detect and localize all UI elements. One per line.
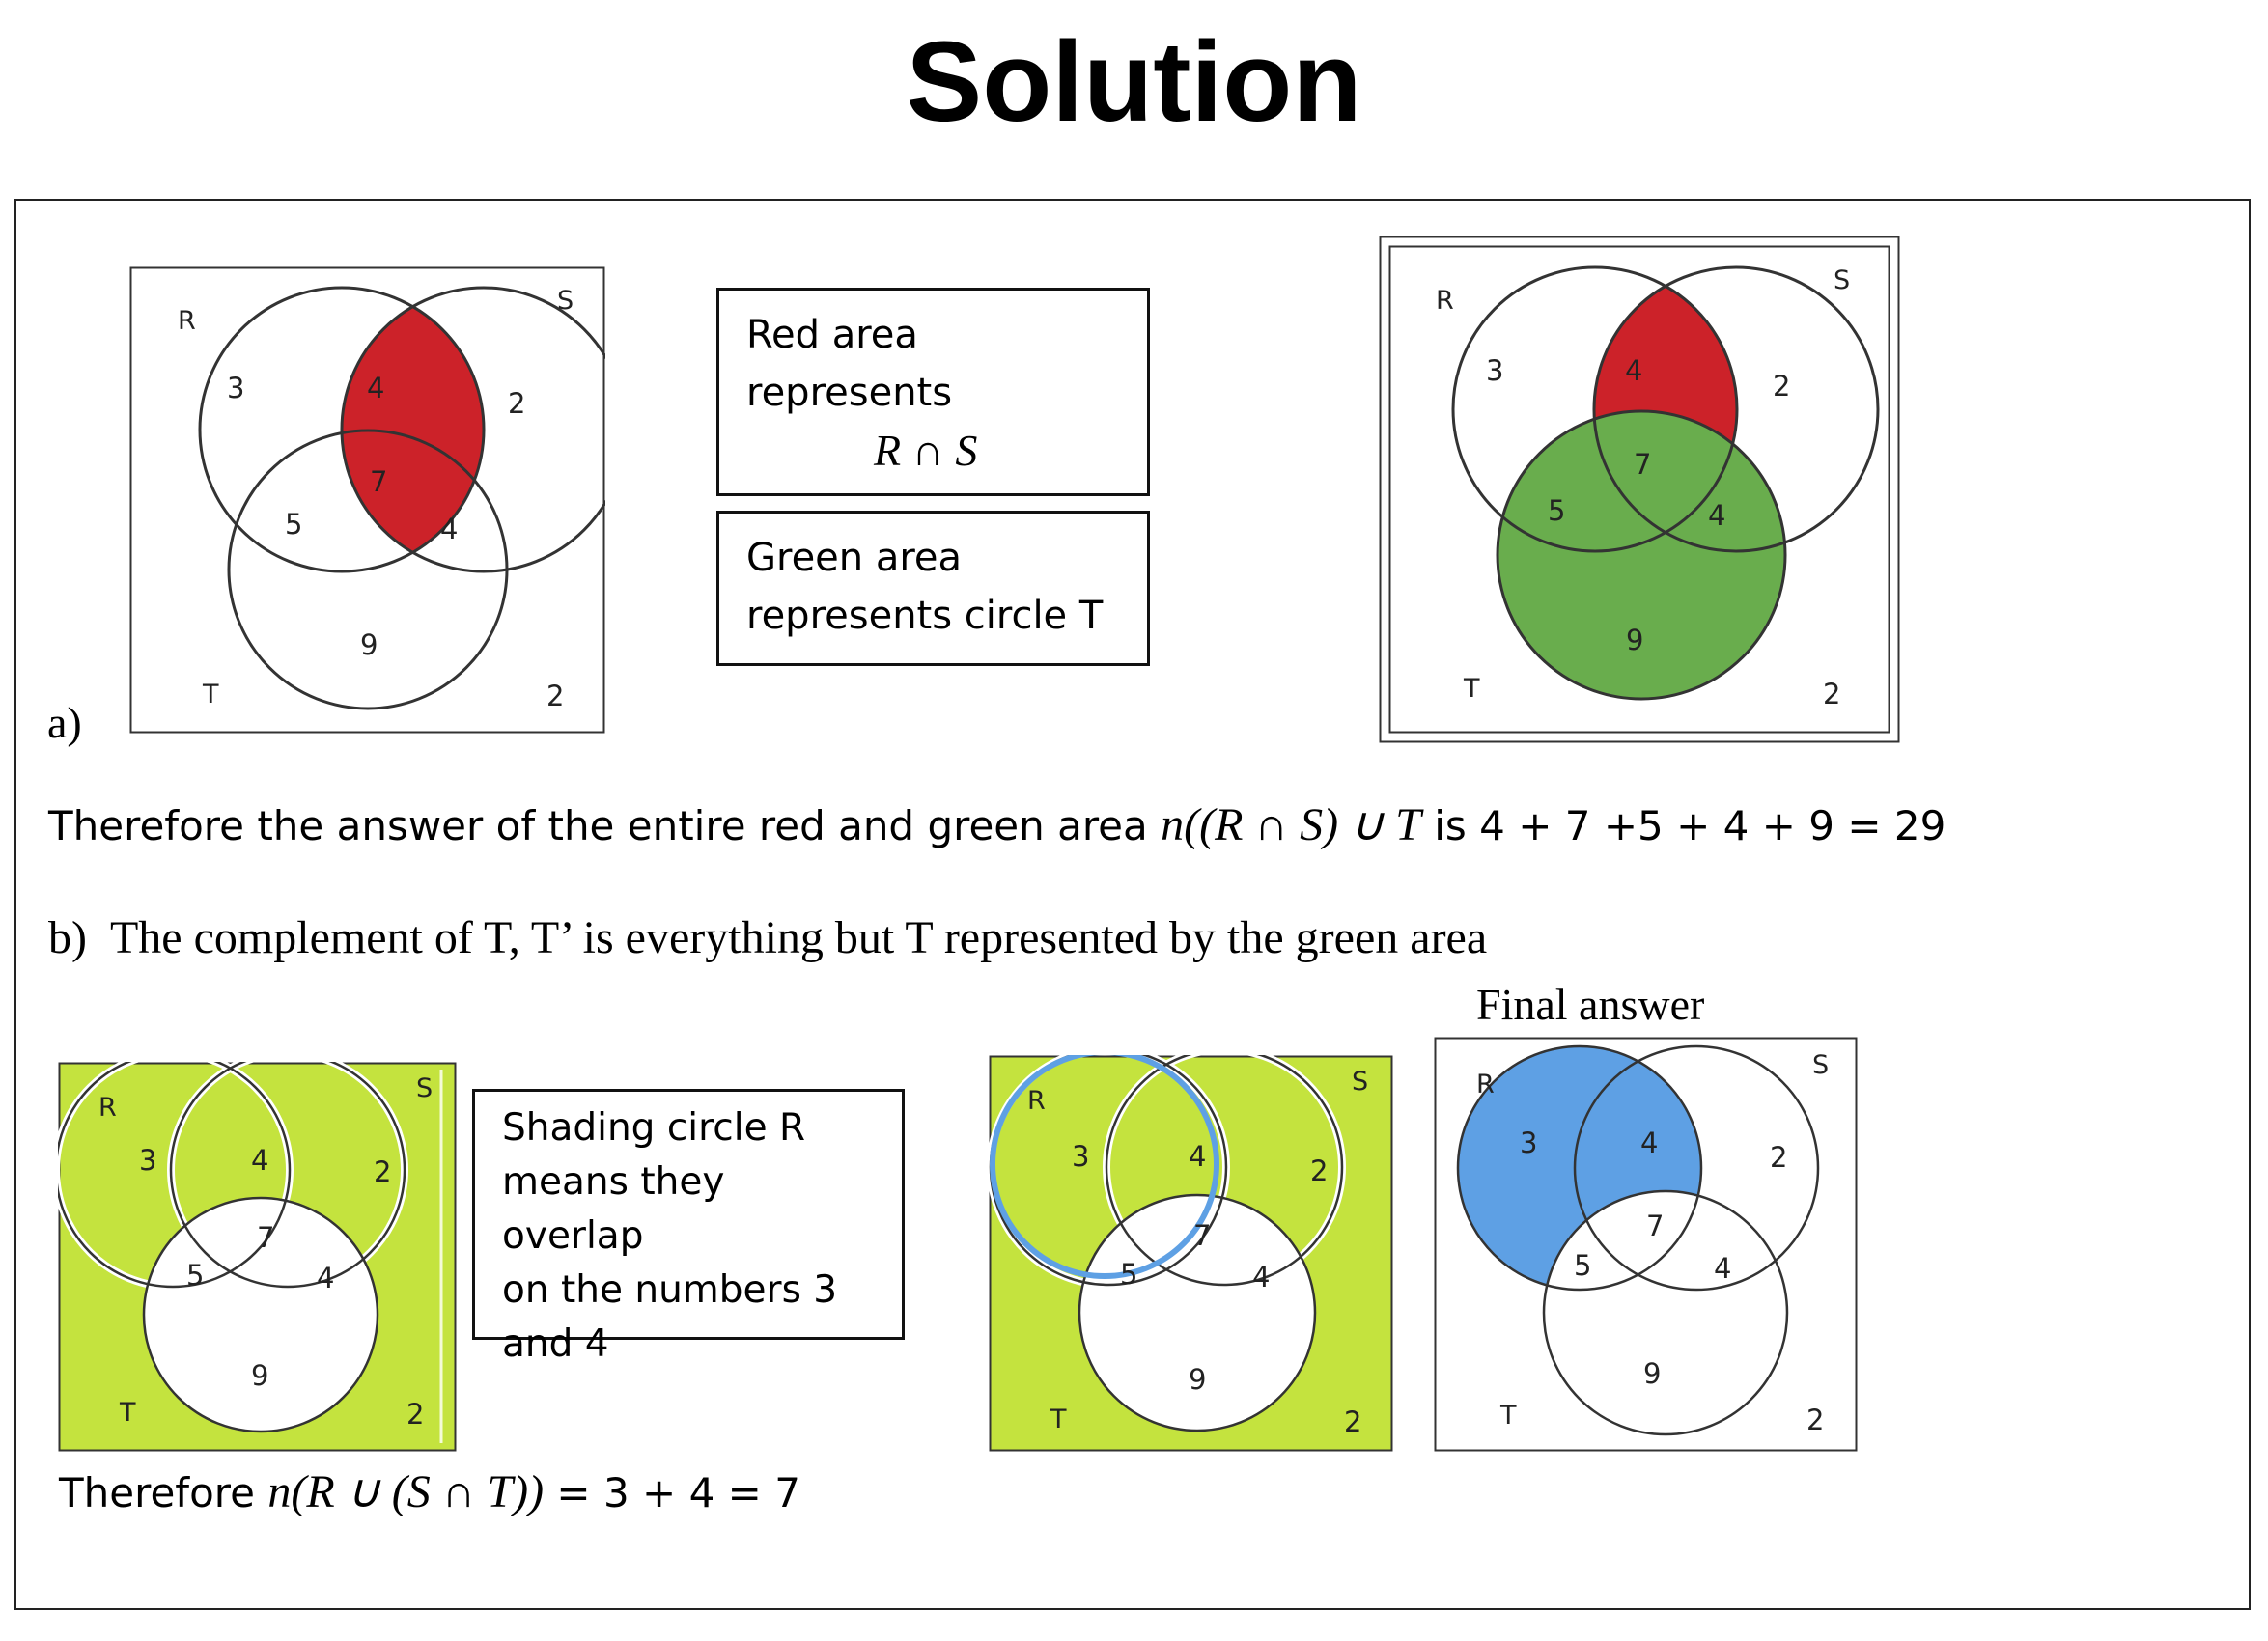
label-s: S (416, 1073, 434, 1103)
label-r: R (98, 1093, 117, 1123)
label-t: T (1050, 1405, 1067, 1434)
shading-circle-r-box (472, 1089, 905, 1366)
value-r-t: 5 (1120, 1258, 1138, 1291)
page-title: Solution (906, 18, 1362, 146)
value-r-s: 4 (1625, 354, 1643, 387)
venn-diagram-complement-t (58, 1062, 457, 1452)
part-a-conclusion (48, 797, 1946, 851)
value-only-r: 3 (139, 1144, 157, 1177)
value-s-t: 4 (1714, 1252, 1732, 1285)
value-outside: 2 (1823, 678, 1841, 710)
part-b-expression: n(R ∪ (S ∩ T)) (267, 1466, 545, 1517)
value-only-t: 9 (1643, 1357, 1662, 1390)
label-s: S (1834, 265, 1851, 295)
part-b-conclusion-text: Therefore (59, 1469, 268, 1516)
value-only-s: 2 (508, 387, 526, 420)
shading-box-line3: on the numbers 3 (502, 1268, 838, 1312)
value-r-s-t: 7 (1634, 448, 1652, 481)
label-r: R (1476, 1070, 1495, 1099)
value-s-t: 4 (317, 1262, 335, 1294)
venn-svg (1434, 1037, 1858, 1452)
shading-box-line4: and 4 (502, 1322, 609, 1366)
value-s-t: 4 (1252, 1261, 1271, 1293)
part-a-conclusion-text: Therefore the answer of the entire red and green area (48, 802, 1162, 849)
venn-svg (1379, 236, 1900, 743)
final-answer-label: Final answer (1476, 980, 1705, 1029)
value-only-s: 2 (374, 1155, 392, 1188)
part-b-label: b) (48, 912, 87, 963)
value-only-r: 3 (1072, 1140, 1090, 1173)
value-only-s: 2 (1770, 1141, 1788, 1174)
part-b-text: The complement of T, T’ is everything but T represented by the green area (109, 912, 1488, 963)
red-box-expression: R ∩ S (874, 426, 978, 475)
value-r-t: 5 (186, 1259, 205, 1292)
venn-svg (58, 1062, 457, 1452)
label-r: R (1027, 1086, 1046, 1116)
value-r-s-t: 7 (1193, 1219, 1212, 1252)
value-only-t: 9 (251, 1359, 269, 1392)
red-box-line2: represents (746, 371, 953, 415)
value-r-s-t: 7 (1646, 1210, 1665, 1242)
green-box-line2: represents circle T (746, 594, 1104, 638)
value-outside: 2 (546, 680, 565, 712)
venn-diagram-circle-r-highlight (989, 1055, 1393, 1452)
label-t: T (1500, 1401, 1517, 1431)
venn-diagram-red-green (1379, 236, 1900, 743)
value-r-s: 4 (1189, 1140, 1207, 1173)
label-s: S (1352, 1067, 1369, 1097)
value-only-t: 9 (1189, 1363, 1207, 1396)
green-box-line1: Green area (746, 536, 963, 580)
venn-svg (989, 1055, 1393, 1452)
label-t: T (120, 1398, 136, 1428)
label-r: R (178, 306, 196, 336)
value-r-t: 5 (285, 508, 303, 541)
part-b-statement (48, 911, 1487, 964)
venn-diagram-red-intersection (129, 266, 605, 734)
value-outside: 2 (1806, 1404, 1825, 1436)
value-r-s-t: 7 (370, 465, 388, 498)
venn-diagram-final-answer (1434, 1037, 1858, 1452)
value-r-t: 5 (1574, 1249, 1592, 1282)
shading-box-line1: Shading circle R (502, 1106, 806, 1150)
value-only-t: 9 (1626, 624, 1644, 656)
value-only-s: 2 (1773, 370, 1791, 403)
value-outside: 2 (1344, 1405, 1362, 1438)
value-only-r: 3 (227, 372, 245, 404)
red-area-box (716, 288, 1150, 496)
value-r-s: 4 (367, 372, 385, 404)
value-only-r: 3 (1520, 1126, 1538, 1159)
part-a-expression: n((R ∩ S) ∪ T (1161, 799, 1421, 850)
green-area-box (716, 511, 1150, 666)
value-r-t: 5 (1548, 494, 1566, 527)
t-unshaded (1544, 1191, 1787, 1434)
shading-box-line2: means they overlap (502, 1160, 725, 1258)
part-b-calculation: = 3 + 4 = 7 (544, 1469, 800, 1516)
label-t: T (203, 680, 219, 709)
value-r-s: 4 (1640, 1126, 1659, 1159)
value-r-s: 4 (251, 1144, 269, 1177)
venn-svg (129, 266, 605, 734)
part-b-conclusion (59, 1464, 800, 1518)
red-box-line1: Red area (746, 313, 918, 357)
part-a-calculation: 4 + 7 +5 + 4 + 9 = 29 (1479, 802, 1946, 849)
label-s: S (1812, 1050, 1830, 1080)
value-only-t: 9 (360, 628, 378, 661)
value-s-t: 4 (1708, 499, 1726, 532)
value-only-r: 3 (1486, 354, 1504, 387)
label-s: S (557, 286, 574, 316)
value-s-t: 4 (440, 513, 459, 545)
value-r-s-t: 7 (257, 1221, 275, 1254)
label-r: R (1436, 286, 1454, 316)
value-outside: 2 (406, 1398, 425, 1431)
part-a-label: a) (47, 698, 82, 747)
value-only-s: 2 (1310, 1154, 1329, 1187)
part-a-is: is (1420, 802, 1480, 849)
label-t: T (1464, 674, 1480, 704)
